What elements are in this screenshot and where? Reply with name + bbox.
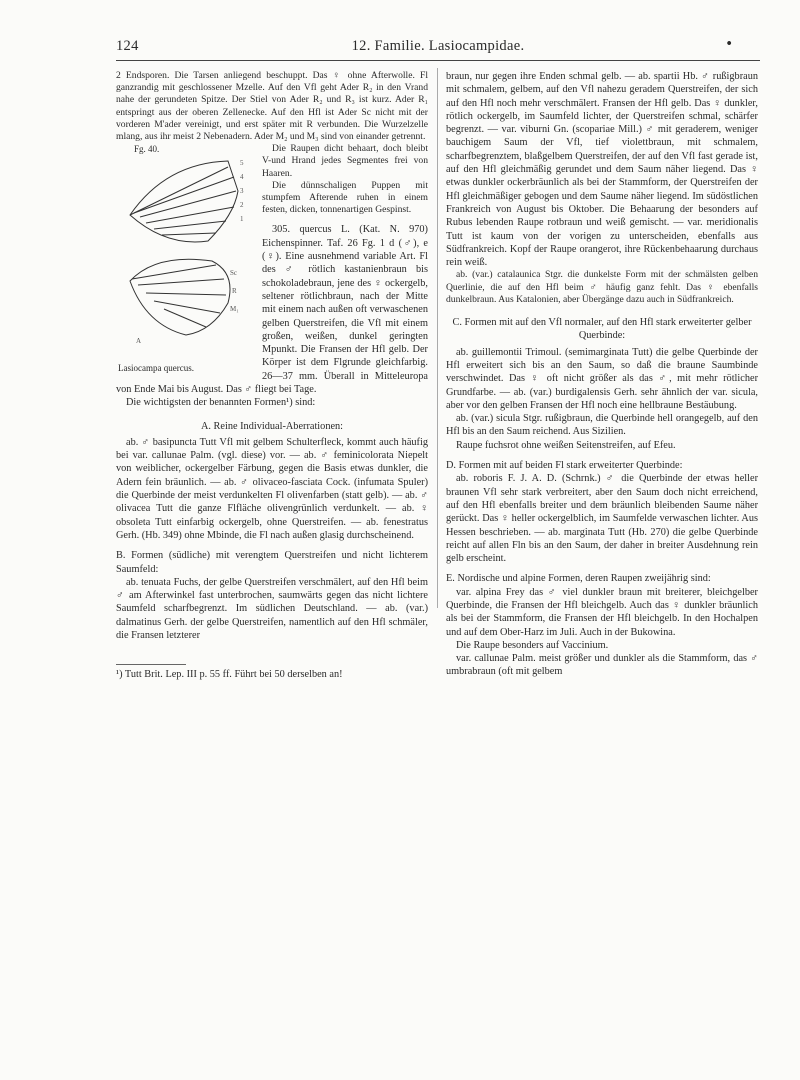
raupe-efeu-paragraph: Raupe fuchsrot ohne weißen Seitenstreifen, auf Efeu. (456, 439, 676, 451)
section-heading-e: E. Nordische und alpine Formen, deren Raupen zweijährig sind: (446, 573, 711, 585)
right-column (446, 70, 758, 679)
svg-text:5: 5 (240, 159, 244, 168)
species-entry-quercus: 305. quercus L. (Kat. N. 970) Eichenspinner. Taf. 26 Fg. 1 d (♂), e (♀). Eine ausnehmend variable Art. Fl des ♂ rötlich kastanienbraun bis schokoladebraun, jene des ♀ ockergelb, seltener rötlichbraun, nach der Mitte mit einem nach außen oft verwaschenen gelben Querstreifen, die Vfl mit einem großen, weißen, dunkel geringten Mpunkt. Die Fransen der Hfl gelb. Der Körper ist dem Flgrunde gleichfarbig. 26—37 mm. Überall in Mitteleuropa von Ende Mai bis August. Das ♂ fliegt bei Tage. (116, 224, 428, 395)
svg-text:M₁: M₁ (230, 305, 239, 314)
footnote (116, 664, 428, 681)
svg-text:4: 4 (240, 173, 244, 182)
svg-text:3: 3 (240, 187, 244, 196)
section-a-text: ab. ♂ basipuncta Tutt Vfl mit gelbem Schulterfleck, kommt auch häufig bei var. callunae Palm. (vgl. diese) vor. — ab. ♂ feminicolorata Niepelt von weiblicher, ockergelber Färbung, gegen die Basis etwas dunkler, die Adern fein bräunlich. — ab. ♂ olivaceo-fasciata Cock. (infumata Spuler) die Querbinde der meist verdunkelten Fl olivenfarben (statt gelb). — ab. ♂ olivacea Tutt die ganze Flfläche olivengrünlich verdunkelt. — ab. ♀ obsoleta Tutt einfarbig ockergelb, ohne Querstreifen. — ab. fenestratus Gerh. (Hb. 349) ohne Mbinde, die Fl nach außen glasig durchscheinend. (116, 436, 428, 541)
left-column (116, 70, 428, 681)
section-c-text: ab. guillemontii Trimoul. (semimarginata Tutt) die gelbe Querbinde der Hfl erweitert sich bis an den Saum, so daß die braune Saumbinde verschwindet. Das ♀ oft nicht größer als das ♂, mit mehr rötlicher Grundfarbe. — ab. (var.) burdigalensis Gerh. sehr ähnlich der var. sicula, aber vor den gelben Fransen der Hfl noch eine hellbraune Bestäubung. (446, 346, 758, 411)
catalaunica-paragraph: ab. (var.) catalaunica Stgr. die dunkelste Form mit der schmälsten gelben Querlinie, die auf den Hfl beim ♂ häufig ganz fehlt. Das ♀ ebenfalls dunkelbraun. Aus Katalonien, aber Übergänge dazu auch in Südfrankreich. (446, 269, 758, 305)
alpina-paragraph: var. alpina Frey das ♂ viel dunkler braun mit breiterer, bleichgelber Querbinde, die Fransen der Hfl bleichgelb. Auch das ♀ dunkler bräunlich als bei der Stammform, die Fransen der Hfl bleichgelb. In den Hochalpen und auf dem Ober-Harz im Juli. Auch in der Bukowina. (446, 586, 758, 638)
section-heading-d: D. Formen mit auf beiden Fl stark erweiterter Querbinde: (446, 460, 683, 472)
forms-intro: Die wichtigsten der benannten Formen¹) sind: (126, 397, 316, 409)
svg-text:Sc: Sc (230, 269, 237, 278)
page-number: 124 (116, 38, 139, 54)
figure-caption: Lasiocampa quercus. (118, 362, 194, 373)
svg-text:A: A (136, 337, 142, 346)
figure-label: Fg. 40. (134, 144, 160, 155)
raupe-paragraph: Die Raupen dicht behaart, doch bleibt V-und Hrand jedes Segmentes frei von Haaren. (262, 143, 428, 179)
footnote-rule (116, 664, 186, 665)
intro-paragraph: 2 Endsporen. Die Tarsen anliegend beschuppt. Das ♀ ohne Afterwolle. Fl ganzrandig mit geschlossener Mzelle. Auf den Vfl geht Ader R₂ in den Vrand nahe der gerundeten Spitze. Der Stiel von Ader R₂ und R₃ ist kurz. Ader R₁ entspringt aus der oberen Zellenecke. Auf den Hfl ist Ader Sc nicht mit der vorderen M'ader vereinigt, und erst später mit R verbunden. Die Wurzelzelle mlang, aus ihr meist 2 Nebenadern. Ader M₂ und M₃ sind von einander getrennt. (116, 70, 428, 143)
raupe-vaccinium-paragraph: Die Raupe besonders auf Vaccinium. (456, 639, 609, 651)
callunae-paragraph: var. callunae Palm. meist größer und dunkler als die Stammform, das ♂ umbrabraun (oft mit gelbem (446, 653, 758, 678)
section-heading-c: C. Formen mit auf den Vfl normaler, auf den Hfl stark erweiterter gelber Querbinde: (452, 317, 752, 342)
moth-wing-venation-figure (116, 143, 254, 375)
column-divider (437, 68, 438, 608)
svg-text:R: R (232, 287, 237, 296)
running-title: 12. Familie. Lasiocampidae. (351, 38, 525, 54)
running-header (116, 38, 760, 61)
page-mark: • (726, 36, 732, 52)
section-d-text: ab. roboris F. J. A. D. (Schrnk.) ♂ die Querbinde der etwas heller braunen Vfl sehr stark verbreitert, aber den Saum doch nicht erreichend, auf den Hfl ebenfalls breiter und dem bräunlich bleibenden Saume näher gerückt. Das ♀ heller ockergelblich, im Saumfelde verwaschen lichter. Aus Hessen beschrieben. — ab. marginata Tutt (Hb. 270) die gelbe Querbinde reicht auf allen Fln bis an den Saum, der daher in breiter Ausdehnung rein gelb erscheint. (446, 473, 758, 565)
puppe-paragraph: Die dünnschaligen Puppen mit stumpfem Afterende ruhen in einem festen, dicken, tonnenartigen Gespinst. (262, 179, 428, 216)
sicula-paragraph: ab. (var.) sicula Stgr. rußigbraun, die Querbinde hell orangegelb, auf den Hfl bis an den Saum reichend. Aus Sizilien. (446, 413, 758, 438)
section-heading-a: A. Reine Individual-Aberrationen: (200, 420, 344, 432)
svg-text:1: 1 (240, 215, 244, 224)
svg-text:2: 2 (240, 201, 244, 210)
wing-venation-drawing (116, 143, 254, 353)
section-heading-b: B. Formen (südliche) mit verengtem Querstreifen und nicht lichterem Saumfeld: (116, 550, 428, 575)
section-b-text: ab. tenuata Fuchs, der gelbe Querstreifen verschmälert, auf den Hfl beim ♂ am Afterwinkel fast unterbrochen, saumwärts gegen das nicht lichtere Saumfeld scharfbegrenzt. Im südlichen Deutschland. — ab. (var.) dalmatinus Gerh. der gelbe Querstreifen, namentlich auf den Hfl schmäler, die Fransen letzterer (116, 576, 428, 642)
continued-paragraph: braun, nur gegen ihre Enden schmal gelb. — ab. spartii Hb. ♂ rußigbraun mit schmalem, gelbem, auf den Vfl nahezu geradem Querstreifen, der sich auf den Hfl noch mehr verschmälert. Fransen der Hfl gelb. Das ♀ dunkler, rötlich ockergelb, im Saumfeld lichter, der Querstreifen schmal, schärfer begrenzt. — var. viburni Gn. (scopariae Mill.) ♂ mit geraderem, weniger bauchigem Saum der Vfl, tief violettbraun, mit schmalem, scharfbegrenztem, blaßgelbem Querstreifen, der auf den Vfl fast gerade ist, auf den Hfl gleichmäßig gerundet und dem Saum näher liegend. Das ♀ etwas dunkler ockerbräunlich als bei der Stammform, der Querstreifen der Hfl gleichmäßiger gebogen und dem Saume näher liegend. Im südöstlichen Frankreich von August bis Oktober. Die Behaarung der besonders auf Rubus lebenden Raupe rotbraun und weiß gemischt. — var. meridionalis Tutt ist kaum von der vorigen zu unterscheiden, ebenfalls aus Südfrankreich. Kopf der Raupe orangerot, ihre Rückenbehaarung durchaus rein weiß. (446, 71, 758, 269)
footnote-text: ¹) Tutt Brit. Lep. III p. 55 ff. Führt bei 50 derselben an! (116, 669, 343, 681)
